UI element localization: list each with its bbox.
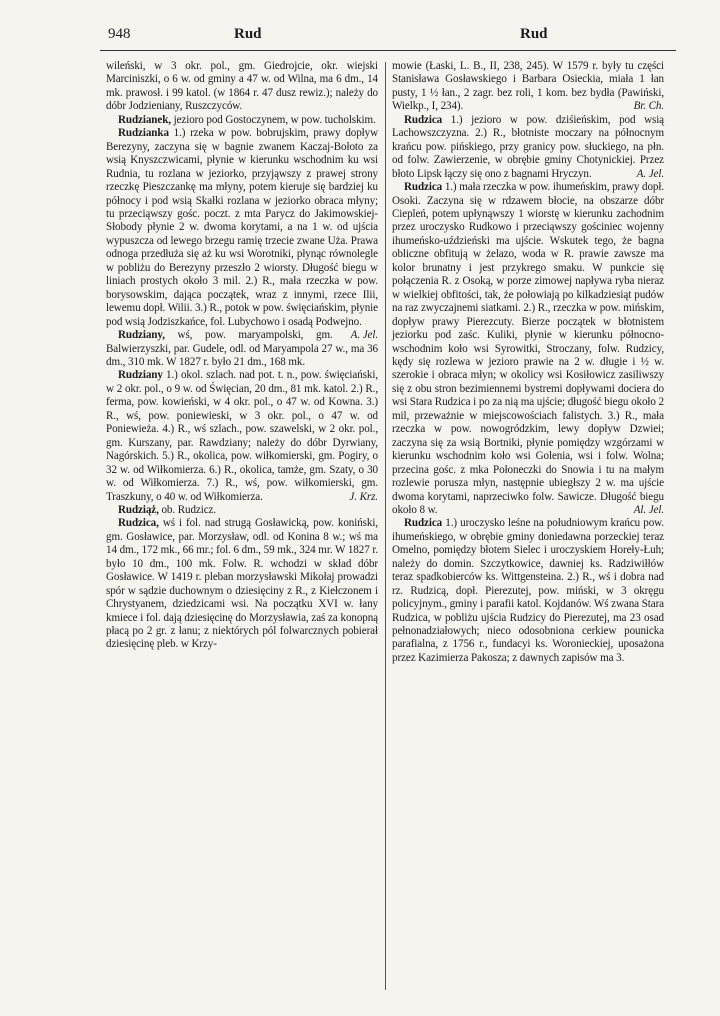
entry-text: wś, pow. maryampolski, gm. Balwierzyszki, par. Gudele, odl. od Maryampola 27 w., ma 36 dm., 310 mk. W 1827 r. było 21 dm., 168 mk. [106, 329, 378, 368]
dictionary-entry [106, 60, 378, 114]
entry-headword: Rudzica, [118, 517, 159, 530]
entry-headword: Rudziany, [118, 329, 165, 342]
dictionary-entry [106, 517, 378, 652]
running-head-left: Rud [234, 26, 262, 42]
left-column [106, 60, 378, 652]
running-head-right: Rud [520, 26, 548, 42]
dictionary-entry [392, 60, 664, 114]
entry-text: 1.) jezioro w pow. dziśieńskim, pod wsią Lachowszczyzna. 2.) R., błotniste moczary na północnym krańcu pow. pińskiego, przy granicy pow. słuckiego, na płn. od folw. Zawierzenie, w obrębie gminy Chotynickiej. Przez błoto Lipsk łączy się ono z bagnami Hryczyn. [392, 113, 664, 180]
dictionary-entry [392, 517, 664, 665]
entry-headword: Rudziąż, [118, 503, 159, 516]
entry-text: ob. Rudzicz. [158, 503, 217, 516]
dictionary-entry [106, 504, 378, 517]
entry-text: wileński, w 3 okr. pol., gm. Giedrojcie, okr. wiejski Marciniszki, o 6 w. od gminy a 47 w. od Wilna, ma 6 dm., 14 mk. prawosł. i 99 katol. (w 1864 r. 47 dusz rewiz.); należy do dóbr Jodzieniany, Ruszczyców. [106, 60, 378, 113]
entry-signature: A. Jel. [636, 167, 664, 180]
entry-headword: Rudziany [118, 369, 163, 382]
entry-text: 1.) rzeka w pow. bobrujskim, prawy dopływ Berezyny, zaczyna się w bagnie zwanem Kaczaj-Bołoto za wsią Knyszczwicami, płynie w kierunku wschodnim ku wsi Rudnia, tu rozlana w jeziorko, przyjąwszy z prawej strony rzeczkę Pieszczankę ma młyny, potem kieruje się bardziej ku północy i pod wsią Skałki rozlana w jeziorko obraca młyny; tu przeciąwszy gośc. poczt. z mta Parycz do Jakimowskiej-Słobody płynie 2 w. dwoma korytami, a na 1 w. od ujścia wypuszcza od lewego brzegu ramię trzecie zwane Uża. Prawa odnoga przedłuża się aż ku wsi Worotniki, płynąc równolegle w pobliżu do Berezyny przeszło 2 wiorsty. Długość biegu w liniach prostych około 3 mil. 2.) R., mała rzeczka w pow. borysowskim, dająca początek, wraz z innymi, rzece Ilii, lewemu dopł. Wilii. 3.) R., potok w pow. święciańskim, płynie pod wsią Jodziszkańce, fol. Lubychowo i osadą Podwejno. [106, 127, 378, 328]
entry-headword: Rudzianka [118, 127, 169, 140]
entry-text: wś i fol. nad strugą Gosławicką, pow. koniński, gm. Gosławice, par. Morzysław, odl. od Konina 8 w.; wś ma 14 dm., 172 mk., 66 mr.; fol. 6 dm., 59 mk., 324 mr. W 1827 r. było 10 dm., 100 mk. Folw. R. wchodzi w skład dóbr Gosławice. W 1419 r. pleban morzysławski Mikołaj prowadzi spór w sądzie duchownym o dziesięciny z R., z Kiełczonem i Chrystyanem, dziedzicami wsi. Na początku XVI w. łany kmiece i fol. dają dziesięcinę do Morzysławia, zaś za konopną płacą po 2 gr. z łanu; z niektórych pól folwarcznych pobierał dziesięcinę pleb. w Krzy- [106, 517, 378, 651]
entry-headword: Rudzianek, [118, 113, 171, 126]
dictionary-entry [106, 114, 378, 127]
entry-text: mowie (Łaski, L. B., II, 238, 245). W 1579 r. były tu części Stanisława Gosławskiego i Barbara Osieckia, miała 1 łan pusty, 1 ½ łan., 2 zagr. bez roli, 1 kom. bez bydła (Pawiński, Wielkp., I, 234). [392, 60, 664, 113]
entry-signature: Br. Ch. [633, 100, 664, 113]
page-header [108, 26, 668, 48]
dictionary-entry [106, 369, 378, 504]
entry-signature: Al. Jel. [633, 503, 664, 516]
entry-text: jezioro pod Gostoczynem, w pow. tucholskim. [170, 113, 376, 126]
entry-headword: Rudzica [404, 113, 443, 126]
entry-text: 1.) mała rzeczka w pow. ihumeńskim, prawy dopł. Osoki. Zaczyna się w rdzawem błocie, na obszarze dóbr Ciepleń, potem upłynąwszy 1 wiorstę w kierunku zachodnim przez uroczysko Rudkowo i przeciąwszy gościniec wojenny ihumeńsko-uździeński ma ujście. Wskutek tego, że bagna obliczne obfitują w żelazo, woda w R. prawie zawsze ma kolor brunatny i jest przykrego smaku. W punkcie się połączenia R. z Osoką, w porze zimowej napływa ryba nieraz w wielkiej obfitości, tak, że połowiają po kilkadziesiąt pudów na raz zwyczajnemi siatkami. 2.) R., rzeczka w pow. mińskim, dopływ prawy Pierezcuty. Bierze początek w błotnistem jeziorku pod zaśc. Kuliki, płynie w kierunku północno-wschodnim koło wsi Syrowitki, Stroczany, folw. Rudzicy, kędy się rozlewa w jezioro prawie na 2 w. długie i ½ w. szerokie i obraca młyn; w okolicy wsi Kosiłowicz zasiliwszy się z obu stron bezimiennemi bystremi dopływami dociera do wsi Stara Rudzica i po za nią ma ujście; długość biegu około 2 mil, przeważnie w miejscowościach falistych. 3.) R., mała rzeczka w pow. nowogródzkim, lewy dopływ Dzwiei; zaczyna się za wsią Bortniki, płynie pomiędzy wzgórzami w kierunku wschodnim koło wsi Golenia, wsi i folw. Wolna; przecina gośc. z mka Połoneczki do Snowia i tu na małym rozlewie porusza młyn, następnie ubiegłszy 2 w. ma ujście dwoma korytami, naprzeciwko folw. Sawicze. Długość biegu około 8 w. [392, 181, 664, 516]
header-rule [100, 50, 676, 51]
entry-signature: J. Krz. [349, 490, 378, 503]
entry-text: 1.) okol. szlach. nad pot. t. n., pow. święciański, w 2 okr. pol., o 9 w. od Święcian, 20 dm., 81 mk. katol. 2.) R., ferma, pow. kowieński, w 4 okr. pol., o 47 w. od Kowna. 3.) R., wś, pow. poniewieski, w 3 okr. pol., o 47 w. od Poniewieża. 4.) R., wś szlach., pow. szawelski, w 2 okr. pol., gm. Kurszany, par. Rawdziany; należy do dóbr Dyrwiany, Nagórskich. 5.) R., okolica, pow. wiłkomierski, gm. Pogiry, o 32 w. od Wiłkomierza. 6.) R., okolica, tamże, gm. Szaty, o 30 w. od Wiłkomierza. 7.) R., wś, pow. wiłkomierski, gm. Traszkuny, o 40 w. od Wiłkomierza. [106, 369, 378, 503]
right-column [392, 60, 664, 665]
entry-text: 1.) uroczysko leśne na południowym krańcu pow. ihumeńskiego, w obrębie gminy doniedawna porzeckiej teraz Omelno, pomiędzy błotem Sielec i uroczyskiem Horeły-Łuh; należy do domin. Szczytkowice, dawniej ks. Radziwiłłów teraz spadkobierców ks. Wittgensteina. 2.) R., wś i dobra nad rz. Rudzicą, dopł. Pierezutej, pow. miński, w 3 okręgu policyjnym., gminy i parafii katol. Kojdanów. Wś zwana Stara Rudzica, w pobliżu ujścia Rudzicy do Pierezutej, ma 23 osad pełnonadziałowych; nieco odosobniona cerkiew pounicka parafialna, z 1756 r., fundacyi ks. Woronieckiej, uposażona przez Kazimierza Pakosza; z dawnych zapisów ma 3. [392, 517, 664, 664]
page-number: 948 [108, 26, 131, 42]
dictionary-entry [392, 181, 664, 517]
entry-headword: Rudzica [404, 517, 443, 530]
entry-signature: A. Jel. [350, 329, 378, 342]
dictionary-entry [392, 114, 664, 181]
entry-headword: Rudzica [404, 181, 443, 194]
column-divider [385, 62, 386, 990]
